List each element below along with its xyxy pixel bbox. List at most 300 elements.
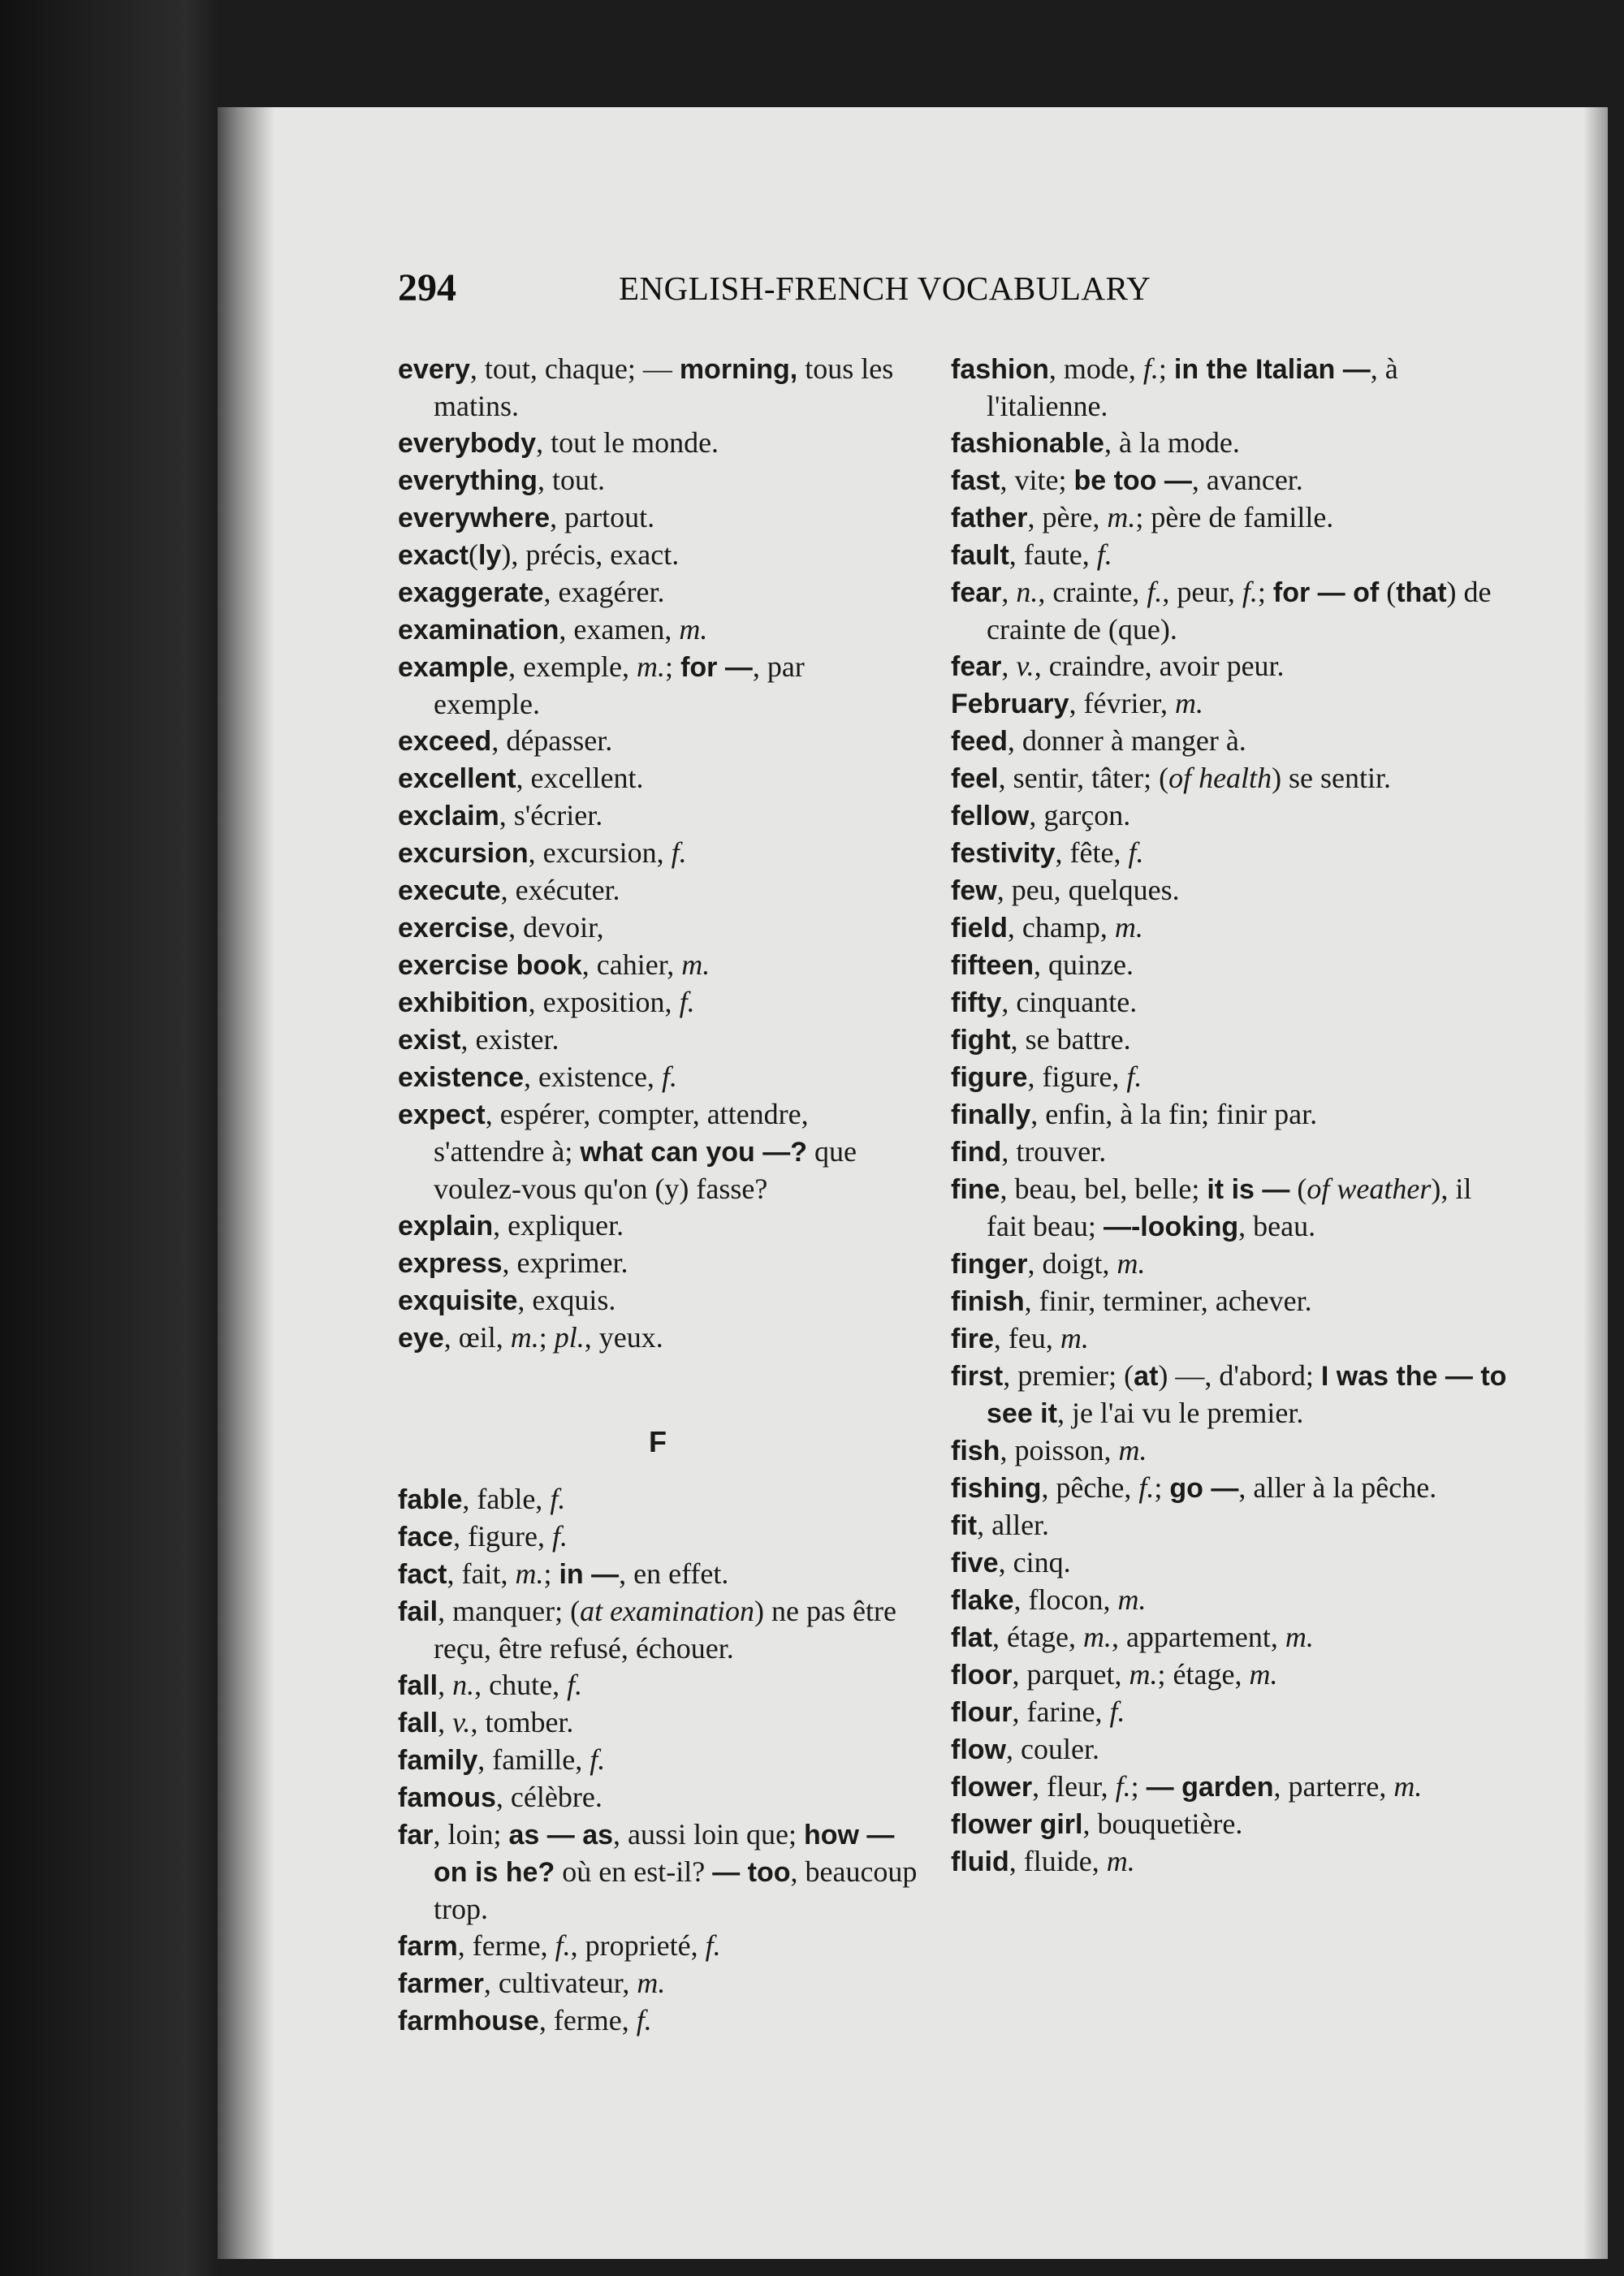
grammar-abbrev: m.	[1393, 1770, 1423, 1803]
headword-text: excursion	[398, 838, 529, 869]
headword-text: every	[398, 354, 470, 385]
headword-text: few	[951, 875, 997, 906]
vocabulary-entry	[398, 984, 918, 1021]
definition-text: , pêche,	[1041, 1471, 1139, 1504]
definition-text: ;	[665, 650, 681, 683]
definition-text: , cultivateur,	[483, 1967, 637, 1999]
definition-text: , cinquante.	[1001, 986, 1138, 1018]
definition-text: , vite;	[1000, 464, 1074, 496]
definition-text: , s'écrier.	[499, 799, 603, 831]
definition-text: , aussi loin que;	[613, 1818, 804, 1851]
headword-text: finger	[951, 1249, 1028, 1280]
headword-text: fear	[951, 651, 1002, 682]
grammar-abbrev: f.	[671, 836, 687, 869]
definition-text: , appartement,	[1111, 1621, 1285, 1653]
headword-text: exclaim	[398, 801, 499, 831]
headword-text: farmer	[398, 1968, 484, 1999]
vocabulary-entry	[951, 1619, 1511, 1656]
vocabulary-entry	[951, 685, 1511, 723]
definition-text: ;	[1257, 576, 1273, 608]
vocabulary-entry	[398, 1319, 918, 1357]
vocabulary-entry	[398, 1481, 918, 1518]
grammar-abbrev: pl.	[554, 1321, 585, 1354]
vocabulary-entry	[951, 984, 1511, 1021]
headword-text: fish	[951, 1436, 1000, 1466]
definition-text: , mode,	[1048, 352, 1143, 385]
definition-text: , faute,	[1009, 538, 1097, 571]
definition-text: , parterre,	[1273, 1770, 1394, 1803]
vocabulary-entry	[951, 1544, 1511, 1582]
vocabulary-entry	[951, 835, 1511, 872]
vocabulary-entry	[398, 797, 918, 835]
headword-text: February	[951, 689, 1069, 719]
headword-text: everywhere	[398, 503, 551, 533]
grammar-abbrev: f.	[567, 1669, 583, 1701]
headword-text: flour	[951, 1697, 1013, 1728]
vocabulary-entry	[398, 649, 918, 723]
definition-text: ) de crainte de (que).	[987, 576, 1492, 646]
vocabulary-entry	[398, 872, 918, 909]
headword-text: go —	[1169, 1473, 1239, 1504]
headword-text: ly	[477, 540, 502, 571]
definition-text: , exister.	[460, 1023, 559, 1056]
vocabulary-entry	[398, 1556, 918, 1593]
headword-text: exaggerate	[398, 577, 544, 608]
grammar-abbrev: m.	[1106, 1845, 1135, 1877]
vocabulary-entry	[951, 499, 1511, 537]
definition-text: , exécuter.	[500, 874, 620, 906]
definition-text: , ferme,	[457, 1929, 555, 1962]
vocabulary-entry	[398, 909, 918, 947]
grammar-abbrev: f.	[1096, 538, 1112, 571]
vocabulary-entry	[398, 1816, 918, 1928]
headword-text: everything	[398, 465, 538, 496]
definition-text: , beau, bel, belle;	[1000, 1173, 1207, 1205]
headword-text: express	[398, 1248, 503, 1279]
definition-text: ,	[1001, 576, 1017, 608]
grammar-abbrev: m.	[637, 1967, 666, 1999]
grammar-abbrev: m.	[1114, 911, 1143, 944]
definition-text: ) ne pas être reçu, être refusé, échouer.	[434, 1595, 896, 1665]
definition-text: ;	[538, 1321, 555, 1354]
headword-text: finish	[951, 1286, 1025, 1317]
definition-text: (	[468, 538, 478, 571]
vocabulary-entry	[951, 1096, 1511, 1134]
definition-text: , se battre.	[1010, 1023, 1131, 1056]
definition-text: ), il fait beau;	[987, 1173, 1472, 1242]
vocabulary-entry	[951, 909, 1511, 947]
definition-text: , examen,	[559, 613, 680, 646]
headword-text: exercise	[398, 913, 509, 944]
headword-text: everybody	[398, 428, 537, 459]
definition-text: ,	[438, 1669, 453, 1701]
vocabulary-entry	[951, 574, 1511, 648]
definition-text: , feu,	[993, 1322, 1060, 1354]
definition-text: , fleur,	[1032, 1770, 1116, 1803]
definition-text: , étage,	[992, 1621, 1083, 1653]
vocabulary-entry	[951, 1320, 1511, 1358]
vocabulary-entry	[951, 1656, 1511, 1694]
definition-text: , exemple,	[508, 650, 637, 683]
grammar-abbrev: m.	[679, 613, 708, 646]
right-entries	[951, 351, 1511, 1881]
headword-text: far	[398, 1820, 434, 1851]
vocabulary-entry	[951, 947, 1511, 984]
page-header	[398, 266, 1470, 314]
definition-text: , fluide,	[1009, 1845, 1107, 1877]
vocabulary-entry	[398, 611, 918, 649]
headword-text: finally	[951, 1099, 1031, 1130]
definition-text: , ferme,	[538, 2004, 637, 2036]
headword-text: fine	[951, 1174, 1000, 1205]
vocabulary-entry	[951, 1694, 1511, 1731]
definition-text: , figure,	[1027, 1060, 1127, 1093]
definition-text: , figure,	[453, 1520, 553, 1553]
headword-text: — garden	[1146, 1772, 1274, 1803]
definition-text: , premier; (	[1003, 1359, 1134, 1392]
headword-text: figure	[951, 1062, 1028, 1093]
definition-text: , fête,	[1055, 836, 1129, 869]
headword-text: find	[951, 1137, 1002, 1168]
grammar-abbrev: m.	[1118, 1434, 1147, 1466]
headword-text: fight	[951, 1025, 1011, 1056]
definition-text: , tout, chaque; —	[469, 352, 680, 385]
headword-text: — too	[712, 1857, 791, 1888]
definition-text: , tout.	[537, 464, 605, 496]
grammar-abbrev: of weather	[1307, 1173, 1432, 1205]
definition-text: ;	[1154, 1471, 1170, 1504]
running-title: ENGLISH-FRENCH VOCABULARY	[619, 270, 1151, 307]
definition-text: , doigt,	[1027, 1247, 1117, 1280]
definition-text: ; étage,	[1157, 1658, 1250, 1691]
vocabulary-entry	[398, 1245, 918, 1282]
definition-text: , février,	[1069, 687, 1175, 719]
headword-text: feel	[951, 763, 999, 794]
definition-text: (	[1379, 576, 1397, 608]
definition-text: , partout.	[550, 501, 655, 533]
vocabulary-entry	[398, 1928, 918, 1965]
definition-text: , tout le monde.	[536, 426, 719, 459]
vocabulary-entry	[398, 462, 918, 499]
grammar-abbrev: f.	[1142, 352, 1159, 385]
headword-text: feed	[951, 726, 1008, 757]
headword-text: as — as	[508, 1820, 614, 1851]
headword-text: flower girl	[951, 1809, 1083, 1840]
definition-text: , famille,	[477, 1743, 590, 1776]
grammar-abbrev: v.	[1016, 650, 1034, 682]
headword-text: exquisite	[398, 1285, 518, 1316]
definition-text: , fait,	[447, 1557, 516, 1590]
headword-text: for —	[680, 652, 753, 683]
grammar-abbrev: m.	[510, 1321, 539, 1354]
definition-text: , cinq.	[998, 1546, 1071, 1579]
definition-text: , finir, terminer, achever.	[1024, 1285, 1312, 1317]
definition-text: , je l'ai vu le premier.	[1056, 1397, 1304, 1429]
definition-text: , dépasser.	[491, 724, 613, 757]
definition-text: , chute,	[474, 1669, 568, 1701]
definition-text: , farine,	[1012, 1695, 1110, 1728]
grammar-abbrev: m.	[1174, 687, 1203, 719]
definition-text: , exprimer.	[502, 1246, 628, 1279]
vocabulary-entry	[398, 537, 918, 574]
definition-text: , champ,	[1007, 911, 1115, 944]
headword-text: flake	[951, 1585, 1014, 1616]
headword-text: famous	[398, 1782, 496, 1813]
definition-text: , loin;	[433, 1818, 509, 1851]
headword-text: I was the — to see it	[987, 1361, 1507, 1429]
headword-text: fashionable	[951, 428, 1104, 459]
definition-text: , à la mode.	[1104, 426, 1240, 459]
grammar-abbrev: m.	[1082, 1621, 1112, 1653]
vocabulary-entry	[398, 1779, 918, 1816]
headword-text: how — on is he?	[434, 1820, 895, 1888]
headword-text: exact	[398, 540, 469, 571]
definition-text: , beaucoup trop.	[434, 1855, 918, 1925]
headword-text: father	[951, 503, 1028, 533]
definition-text: , cahier,	[581, 948, 682, 981]
definition-text: , couler.	[1005, 1733, 1099, 1765]
headword-text: field	[951, 913, 1008, 944]
definition-text: , célèbre.	[495, 1781, 603, 1813]
vocabulary-entry	[951, 1358, 1511, 1432]
vocabulary-entry	[951, 872, 1511, 909]
vocabulary-entry	[951, 1059, 1511, 1096]
vocabulary-entry	[398, 947, 918, 984]
gutter-shadow	[218, 107, 274, 2259]
definition-text: , aller à la pêche.	[1238, 1471, 1437, 1504]
vocabulary-entry	[951, 1843, 1511, 1881]
definition-text: ,	[438, 1706, 453, 1738]
vocabulary-entry	[951, 797, 1511, 835]
grammar-abbrev: f.	[661, 1060, 677, 1093]
left-entries-e	[398, 351, 918, 1357]
headword-text: exist	[398, 1025, 461, 1056]
definition-text: , crainte,	[1038, 576, 1147, 608]
vocabulary-entry	[951, 1134, 1511, 1171]
headword-text: that	[1396, 577, 1447, 608]
definition-text: ;	[1158, 352, 1174, 385]
grammar-abbrev: f.	[555, 1929, 571, 1962]
headword-text: in —	[559, 1559, 620, 1590]
headword-text: execute	[398, 875, 501, 906]
headword-text: flow	[951, 1734, 1006, 1765]
definition-text: ,	[1001, 650, 1017, 682]
vocabulary-entry	[951, 537, 1511, 574]
section-letter-f: F	[649, 1425, 667, 1458]
grammar-abbrev: m.	[1117, 1583, 1147, 1616]
definition-text: , parquet,	[1012, 1658, 1129, 1691]
definition-text: , exagérer.	[543, 576, 665, 608]
vocabulary-entry	[398, 1207, 918, 1245]
vocabulary-entry	[398, 1593, 918, 1667]
headword-text: five	[951, 1548, 999, 1579]
grammar-abbrev: f.	[590, 1743, 606, 1776]
definition-text: , flocon,	[1013, 1583, 1118, 1616]
definition-text: que voulez-vous qu'on (y) fasse?	[434, 1135, 857, 1205]
headword-text: be too —	[1073, 465, 1192, 496]
vocabulary-entry	[398, 2002, 918, 2040]
definition-text: , bouquetière.	[1082, 1807, 1243, 1840]
vocabulary-entry	[951, 760, 1511, 797]
vocabulary-entry	[398, 1704, 918, 1742]
headword-text: face	[398, 1522, 454, 1553]
definition-text: , manquer; (	[438, 1595, 581, 1627]
grammar-abbrev: m.	[637, 650, 666, 683]
definition-text: , sentir, tâter; (	[998, 762, 1169, 794]
vocabulary-entry	[951, 1246, 1511, 1283]
definition-text: tous les matins.	[434, 352, 894, 422]
vocabulary-entry	[951, 723, 1511, 760]
vocabulary-entry	[398, 835, 918, 872]
grammar-abbrev: m.	[1107, 501, 1136, 533]
definition-text: , œil,	[443, 1321, 511, 1354]
page-number: 294	[398, 266, 456, 309]
grammar-abbrev: f.	[679, 986, 695, 1018]
headword-text: floor	[951, 1660, 1013, 1691]
headword-text: fifty	[951, 987, 1002, 1018]
grammar-abbrev: n.	[452, 1669, 475, 1701]
vocabulary-entry	[398, 1282, 918, 1319]
headword-text: flat	[951, 1622, 992, 1653]
definition-text: ;	[543, 1557, 559, 1590]
vocabulary-entry	[398, 1518, 918, 1556]
headword-text: exceed	[398, 726, 492, 757]
definition-text: , devoir,	[508, 911, 604, 944]
definition-text: , beau.	[1238, 1210, 1316, 1242]
headword-text: at	[1134, 1361, 1159, 1392]
definition-text: , poisson,	[1000, 1434, 1119, 1466]
vocabulary-entry	[398, 425, 918, 462]
headword-text: fellow	[951, 801, 1030, 831]
headword-text: for — of	[1272, 577, 1380, 608]
headword-text: —-looking	[1103, 1211, 1239, 1242]
vocabulary-entry	[951, 1021, 1511, 1059]
definition-text: , à l'italienne.	[987, 352, 1398, 422]
vocabulary-entry	[951, 425, 1511, 462]
vocabulary-entry	[951, 648, 1511, 685]
vocabulary-entry	[398, 1059, 918, 1096]
definition-text: , par exemple.	[434, 650, 805, 720]
headword-text: fable	[398, 1484, 463, 1515]
headword-text: fail	[398, 1596, 438, 1627]
vocabulary-entry	[951, 1432, 1511, 1470]
definition-text: , donner à manger à.	[1007, 724, 1246, 757]
definition-text: , enfin, à la fin; finir par.	[1030, 1098, 1318, 1130]
edge-shadow	[1583, 107, 1608, 2259]
definition-text: , garçon.	[1029, 799, 1131, 831]
vocabulary-entry	[398, 1096, 918, 1207]
vocabulary-entry	[951, 1769, 1511, 1806]
headword-text: fault	[951, 540, 1009, 571]
headword-text: fire	[951, 1324, 994, 1354]
vocabulary-entry	[951, 351, 1511, 425]
right-column	[951, 351, 1511, 1881]
definition-text: , aller.	[977, 1509, 1050, 1541]
vocabulary-entry	[398, 499, 918, 537]
vocabulary-entry	[398, 723, 918, 760]
headword-text: morning,	[679, 354, 798, 385]
vocabulary-entry	[951, 462, 1511, 499]
headword-text: fit	[951, 1510, 978, 1541]
definition-text: (	[1289, 1173, 1307, 1205]
grammar-abbrev: f.	[552, 1520, 568, 1553]
vocabulary-entry	[951, 1171, 1511, 1246]
grammar-abbrev: at examination	[580, 1595, 755, 1627]
vocabulary-entry	[398, 351, 918, 425]
grammar-abbrev: of health	[1168, 762, 1272, 794]
definition-text: ) —, d'abord;	[1158, 1359, 1321, 1392]
definition-text: , en effet.	[619, 1557, 729, 1590]
headword-text: it is —	[1207, 1174, 1290, 1205]
definition-text: , expliquer.	[493, 1209, 624, 1242]
definition-text: , fable,	[462, 1483, 551, 1515]
vocabulary-entry	[398, 760, 918, 797]
headword-text: fall	[398, 1708, 438, 1738]
definition-text: , exquis.	[517, 1284, 616, 1316]
headword-text: fear	[951, 577, 1002, 608]
headword-text: in the Italian —	[1173, 354, 1371, 385]
headword-text: expect	[398, 1099, 486, 1130]
definition-text: , craindre, avoir peur.	[1034, 650, 1285, 682]
vocabulary-entry	[398, 1667, 918, 1704]
grammar-abbrev: m.	[1116, 1247, 1146, 1280]
headword-text: farm	[398, 1931, 458, 1962]
definition-text: , tomber.	[470, 1706, 574, 1738]
grammar-abbrev: f.	[1128, 836, 1144, 869]
vocabulary-entry	[951, 1731, 1511, 1769]
vocabulary-entry	[951, 1507, 1511, 1544]
left-entries-f	[398, 1481, 918, 2040]
headword-text: fluid	[951, 1846, 1009, 1877]
definition-text: , excursion,	[528, 836, 672, 869]
headword-text: eye	[398, 1323, 444, 1354]
grammar-abbrev: m.	[681, 948, 710, 981]
grammar-abbrev: f.	[1242, 576, 1258, 608]
grammar-abbrev: f.	[1115, 1770, 1131, 1803]
headword-text: family	[398, 1745, 478, 1776]
definition-text: , peu, quelques.	[996, 874, 1180, 906]
definition-text: , excellent.	[516, 762, 644, 794]
vocabulary-entry	[951, 1470, 1511, 1507]
headword-text: fashion	[951, 354, 1049, 385]
vocabulary-entry	[951, 1283, 1511, 1320]
grammar-abbrev: f.	[636, 2004, 652, 2036]
grammar-abbrev: m.	[1129, 1658, 1158, 1691]
vocabulary-entry	[398, 1021, 918, 1059]
definition-text: , espérer, compter, attendre, s'attendre à;	[434, 1098, 809, 1168]
book-page	[218, 107, 1608, 2259]
definition-text: , exposition,	[528, 986, 680, 1018]
definition-text: , existence,	[524, 1060, 662, 1093]
headword-text: exhibition	[398, 987, 529, 1018]
definition-text: ; père de famille.	[1135, 501, 1334, 533]
grammar-abbrev: v.	[452, 1706, 471, 1738]
headword-text: fact	[398, 1559, 447, 1590]
headword-text: first	[951, 1361, 1004, 1392]
headword-text: flower	[951, 1772, 1033, 1803]
vocabulary-entry	[398, 1742, 918, 1779]
grammar-abbrev: f.	[705, 1929, 721, 1962]
grammar-abbrev: m.	[515, 1557, 544, 1590]
headword-text: exercise book	[398, 950, 582, 981]
vocabulary-entry	[951, 1806, 1511, 1843]
grammar-abbrev: n.	[1016, 576, 1039, 608]
headword-text: examination	[398, 615, 559, 646]
grammar-abbrev: f.	[1147, 576, 1163, 608]
definition-text: , proprieté,	[570, 1929, 706, 1962]
headword-text: explain	[398, 1211, 494, 1242]
headword-text: fast	[951, 465, 1000, 496]
